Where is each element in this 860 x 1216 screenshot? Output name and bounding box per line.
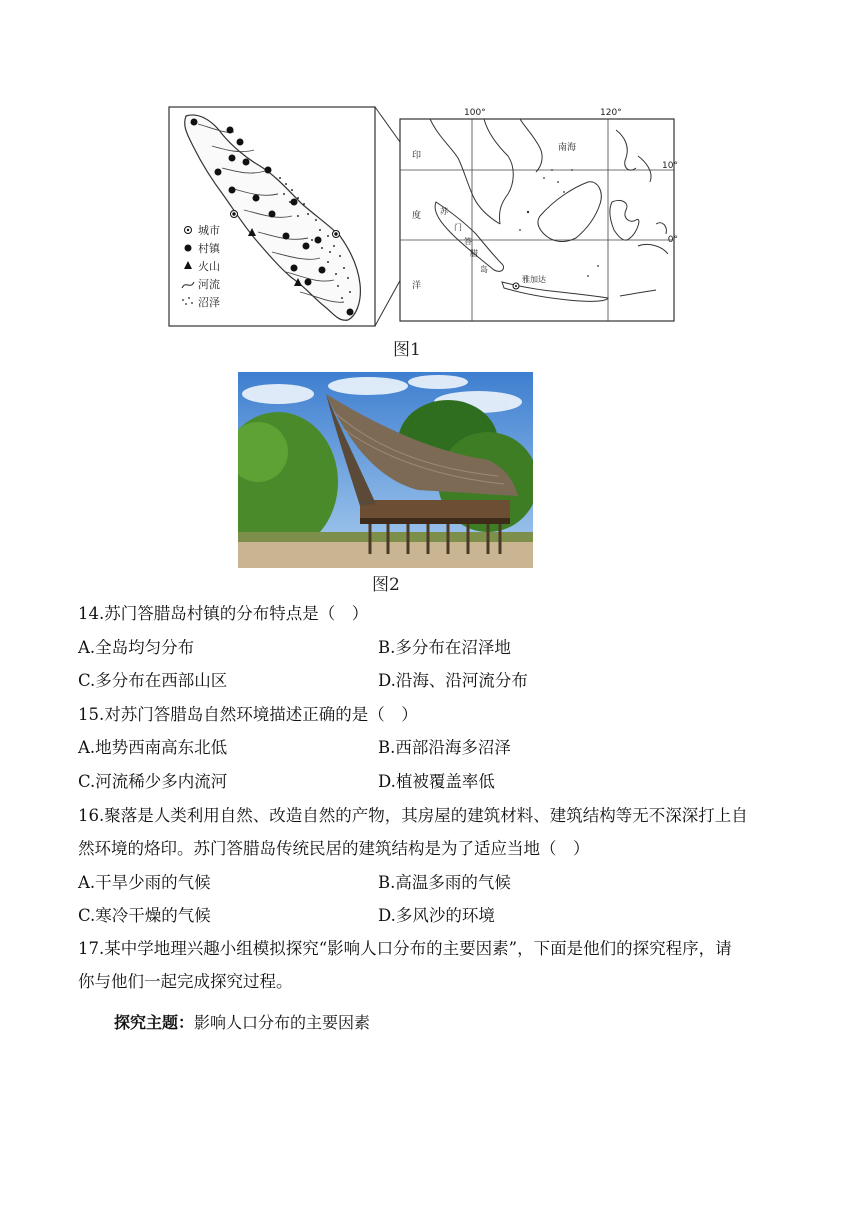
legend-volcano-label: 火山 <box>198 260 220 273</box>
q17-stem-line-2: 你与他们一起完成探究过程。 <box>78 972 293 991</box>
house-illustration <box>238 372 533 568</box>
sumatra-char-2: 门 <box>454 223 462 232</box>
indian-ocean-char-3: 洋 <box>412 281 422 291</box>
indian-ocean-char-2: 度 <box>412 211 422 221</box>
q14-option-a: A.全岛均匀分布 <box>78 638 195 657</box>
q14-option-b: B.多分布在沼泽地 <box>378 638 511 657</box>
q15-option-b: B.西部沿海多沼泽 <box>378 738 511 757</box>
sumatra-char-4: 腊 <box>470 249 478 258</box>
question-15-stem: 15.对苏门答腊岛自然环境描述正确的是（ ） <box>78 705 418 724</box>
q15-option-c: C.河流稀少多内流河 <box>78 772 228 791</box>
q16-stem-line-2: 然环境的烙印。苏门答腊岛传统民居的建筑结构是为了适应当地（ ） <box>78 839 590 858</box>
figure2-caption: 图2 <box>372 575 400 595</box>
sumatra-char-3: 答 <box>464 237 472 246</box>
q16-stem-line-1: 16.聚落是人类利用自然、改造自然的产物，其房屋的建筑材料、建筑结构等无不深深打上自 <box>78 806 748 825</box>
research-theme <box>114 1010 370 1033</box>
q14-option-d: D.沿海、沿河流分布 <box>378 671 528 690</box>
map-svg <box>168 106 678 328</box>
q17-stem-line-1: 17.某中学地理兴趣小组模拟探究“影响人口分布的主要因素”，下面是他们的探究程序，请 <box>78 939 732 958</box>
question-16-stem <box>78 799 778 865</box>
figure1-caption: 图1 <box>393 340 421 360</box>
figure2-photo <box>238 372 533 568</box>
legend-swamp-label: 沼泽 <box>198 296 220 309</box>
legend-town-label: 村镇 <box>198 242 220 255</box>
q16-option-c: C.寒冷干燥的气候 <box>78 906 211 925</box>
research-theme-value: 影响人口分布的主要因素 <box>194 1013 371 1032</box>
sumatra-char-1: 苏 <box>440 207 448 216</box>
question-17-stem <box>78 932 778 998</box>
lat-0-label: 0° <box>667 235 678 245</box>
question-14-stem: 14.苏门答腊岛村镇的分布特点是（ ） <box>78 604 369 623</box>
q14-option-c: C.多分布在西部山区 <box>78 671 228 690</box>
q16-option-b: B.高温多雨的气候 <box>378 873 511 892</box>
legend-river-label: 河流 <box>198 278 220 291</box>
lon-100-label: 100° <box>464 108 486 118</box>
sumatra-char-5: 岛 <box>480 265 488 274</box>
lat-10-label: 10° <box>662 161 678 171</box>
region-frame <box>400 119 674 321</box>
q16-option-a: A.干旱少雨的气候 <box>78 873 211 892</box>
q15-option-d: D.植被覆盖率低 <box>378 772 495 791</box>
q15-option-a: A.地势西南高东北低 <box>78 738 228 757</box>
south-sea-label: 南海 <box>558 143 577 153</box>
indian-ocean-char-1: 印 <box>412 151 422 161</box>
legend-city-label: 城市 <box>198 224 220 237</box>
research-theme-label: 探究主题： <box>114 1013 195 1032</box>
q16-option-d: D.多风沙的环境 <box>378 906 495 925</box>
jakarta-label: 雅加达 <box>522 275 546 284</box>
figure1-map <box>168 106 678 328</box>
lon-120-label: 120° <box>600 108 622 118</box>
